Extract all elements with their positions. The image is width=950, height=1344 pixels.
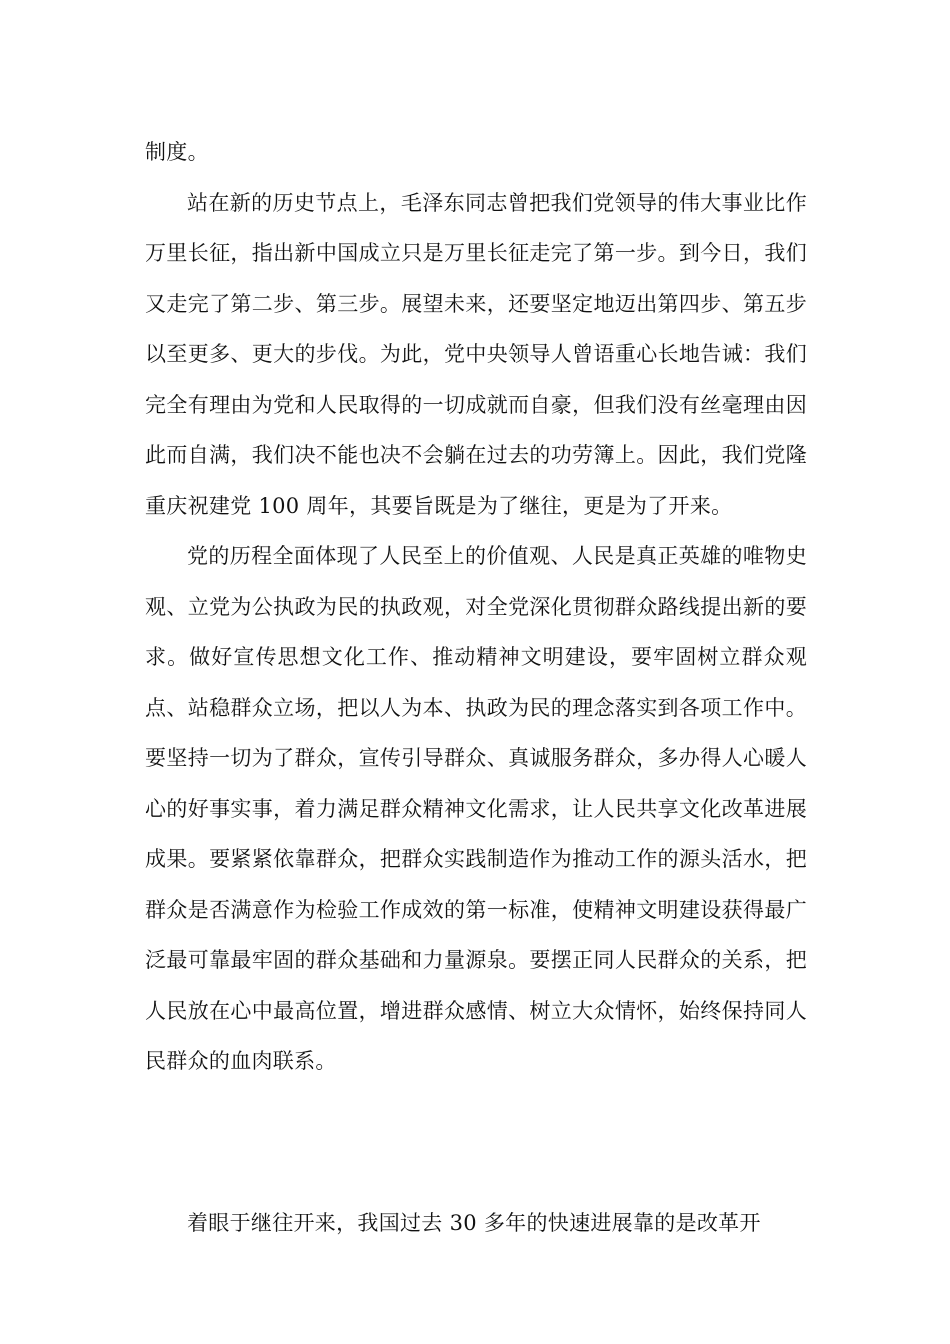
body-text-block-bottom [145, 1198, 807, 1249]
paragraph-reform-opening: 着眼于继往开来，我国过去 30 多年的快速进展靠的是改革开 [187, 1211, 761, 1235]
paragraph-people-first: 党的历程全面体现了人民至上的价值观、人民是真正英雄的唯物史观、立党为公执政为民的执政观，对全党深化贯彻群众路线提出新的要求。做好宣传思想文化工作、推动精神文明建设，要牢固树立群众观点、站稳群众立场，把以人为本、执政为民的理念落实到各项工作中。要坚持一切为了群众，宣传引导群众、真诚服务群众，多办得人心暖人心的好事实事，着力满足群众精神文化需求，让人民共享文化改革进展成果。要紧紧依靠群众，把群众实践制造作为推动工作的源头活水，把群众是否满意作为检验工作成效的第一标准，使精神文明建设获得最广泛最可靠最牢固的群众基础和力量源泉。要摆正同人民群众的关系，把人民放在心中最高位置，增进群众感情、树立大众情怀，始终保持同人民群众的血肉联系。 [145, 544, 807, 1073]
paragraph-continuation: 制度。 [145, 140, 209, 164]
paragraph-historical-node: 站在新的历史节点上，毛泽东同志曾把我们党领导的伟大事业比作万里长征，指出新中国成立只是万里长征走完了第一步。到今日，我们又走完了第二步、第三步。展望未来，还要坚定地迈出第四步、第五步以至更多、更大的步伐。为此，党中央领导人曾语重心长地告诫：我们完全有理由为党和人民取得的一切成就而自豪，但我们没有丝毫理由因此而自满，我们决不能也决不会躺在过去的功劳簿上。因此，我们党隆重庆祝建党 100 周年，其要旨既是为了继往，更是为了开来。 [145, 190, 807, 518]
body-text-block [145, 127, 807, 1087]
